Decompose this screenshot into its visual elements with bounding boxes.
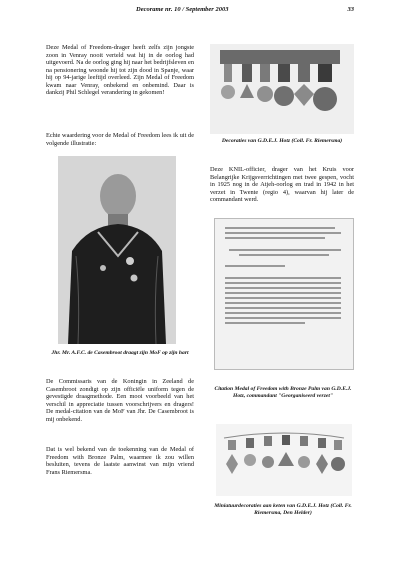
paragraph-illustration-lead: Echte waardering voor de Medal of Freedom lees ik uit de volgende illustratie: (46, 132, 194, 147)
paragraph-knil-officer: Deze KNIL-officier, drager van het Kruis voor Belangrijke Krijgsverrichtingen met twee gespen, vocht in 1925 nog in de Atjeh-oorlog en trad in 1942 in het verzet in Twente (regio 4), waarvan hij later de commandant werd. (210, 166, 354, 203)
paragraph-commissaris: De Commissaris van de Koningin in Zeeland de Casembroot zondigt op zijn officiële uniform tegen de gevestigde draagmethode. Een mooi voorbeeld van het verschil in appreciatie tussen voorschrijvers en dragers! De medal-citation van de MoF van Jhr. De Casembroot is mij onbekend. (46, 378, 194, 423)
paragraph-closing: Dat is wel bekend van de toekenning van de Medal of Freedom with Bronze Palm, waarmee ik zou willen besluiten, tevens de laatste aanwinst van mijn vriend Frans Riemersma. (46, 446, 194, 476)
decorations-caption: Decoraties van G.D.E.J. Hotz (Coll. Fr. Riemersma) (221, 138, 343, 144)
journal-title: Decorame nr. 10 / September 2003 (136, 6, 229, 13)
page-header (46, 6, 354, 16)
page-number: 33 (347, 6, 354, 13)
decorations-photo (210, 44, 354, 134)
citation-document-image (214, 218, 354, 370)
portrait-photo (58, 156, 176, 344)
citation-caption: Citation Medal of Freedom with Bronze Palm van G.D.E.J. Hotz, commandant "Georganiseerd verzet" (214, 386, 352, 399)
portrait-caption: Jhr. Mr. A.F.C. de Casembroot draagt zijn MoF op zijn hart (51, 350, 189, 356)
miniature-decorations-photo (216, 424, 352, 496)
miniature-caption: Miniatuurdecoraties aan keten van G.D.E.J. Hotz (Coll. Fr. Riemersma, Den Helder) (214, 503, 352, 516)
paragraph-intro: Deze Medal of Freedom-drager heeft zelfs zijn jongste zoon in Venray nooit verteld wat hij in de oorlog had uitgevoerd. Na de oorlog ging hij naar het bedrijfsleven en na pensionering woonde hij tot zijn dood in Spanje, waar hij op 94-jarige leeftijd overleed. Zijn Medal of Freedom kwam naar Venray, onbekend en onbemind. Daar is dankzij Phil Schlegel verandering in gekomen! (46, 44, 194, 96)
